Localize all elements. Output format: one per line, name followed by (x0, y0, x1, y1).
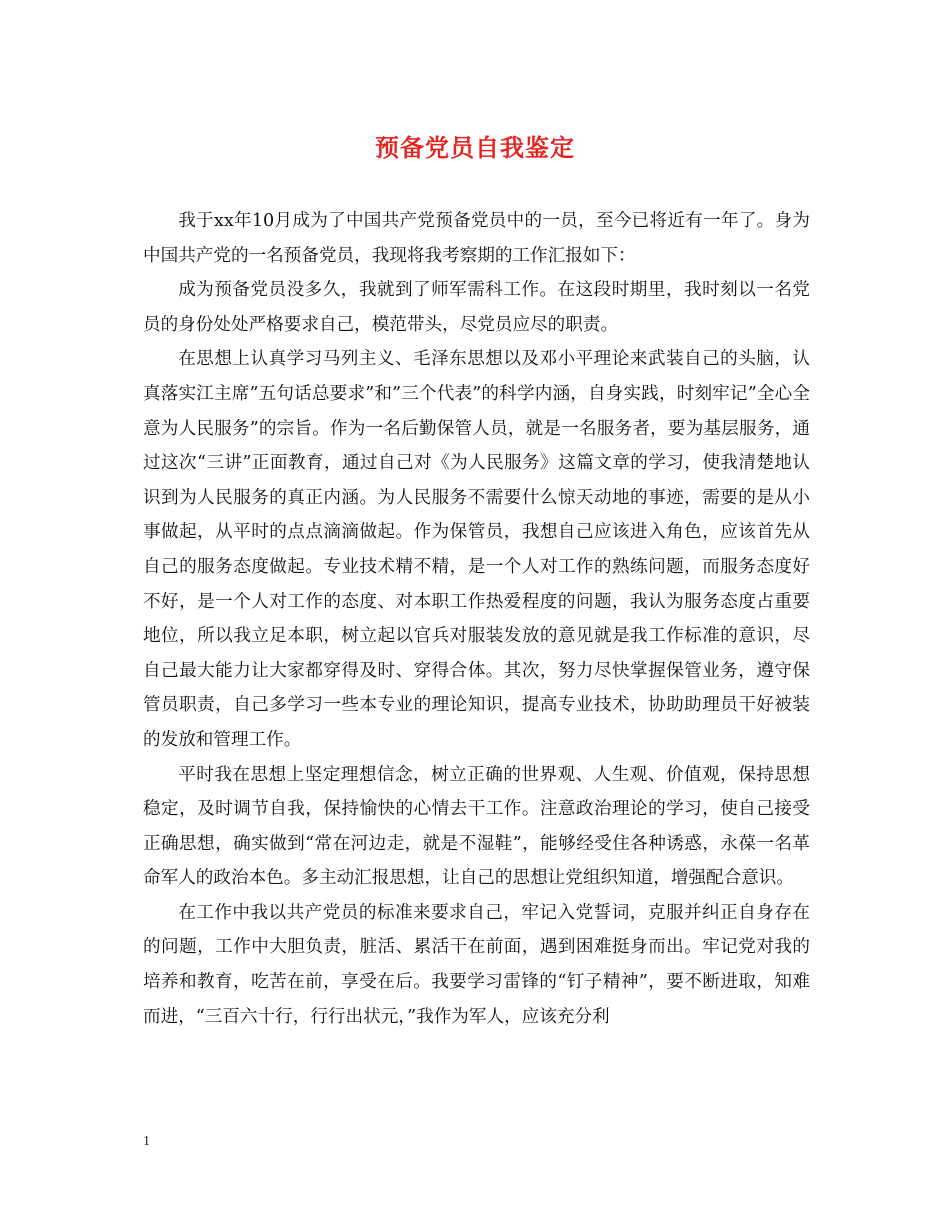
paragraph-4: 平时我在思想上坚定理想信念，树立正确的世界观、人生观、价值观，保持思想稳定，及时调节自我，保持愉快的心情去干工作。注意政治理论的学习，使自己接受正确思想，确实做到“常在河边走，就是不湿鞋”，能够经受住各种诱惑，永葆一名革命军人的政治本色。多主动汇报思想，让自己的思想让党组织知道，增强配合意识。 (143, 764, 810, 889)
document-body (143, 204, 810, 1034)
paragraph-5: 在工作中我以共产党员的标准来要求自己，牢记入党誓词，克服并纠正自身存在的问题，工作中大胆负责，脏活、累活干在前面，遇到困难挺身而出。牢记党对我的培养和教育，吃苦在前，享受在后。我要学习雷锋的“钉子精神”，要不断进取，知难而进，“三百六十行，行行出状元，”我作为军人，应该充分利 (143, 902, 810, 1027)
paragraph-3: 在思想上认真学习马列主义、毛泽东思想以及邓小平理论来武装自己的头脑，认真落实江主席”五句话总要求”和”三个代表”的科学内涵，自身实践，时刻牢记”全心全意为人民服务”的宗旨。作为一名后勤保管人员，就是一名服务者，要为基层服务，通过这次“三讲”正面教育，通过自己对《为人民服务》这篇文章的学习，使我清楚地认识到为人民服务的真正内涵。为人民服务不需要什么惊天动地的事迹，需要的是从小事做起，从平时的点点滴滴做起。作为保管员，我想自己应该进入角色，应该首先从自己的服务态度做起。专业技术精不精，是一个人对工作的熟练问题，而服务态度好不好，是一个人对工作的态度、对本职工作热爱程度的问题，我认为服务态度占重要地位，所以我立足本职，树立起以官兵对服装发放的意见就是我工作标准的意识，尽自己最大能力让大家都穿得及时、穿得合体。其次，努力尽快掌握保管业务，遵守保管员职责，自己多学习一些本专业的理论知识，提高专业技术，协助助理员干好被装的发放和管理工作。 (143, 349, 810, 750)
paragraph-1: 我于xx年10月成为了中国共产党预备党员中的一员，至今已将近有一年了。身为中国共产党的一名预备党员，我现将我考察期的工作汇报如下： (143, 211, 810, 266)
page-number: 1 (143, 1134, 150, 1149)
paragraph-2: 成为预备党员没多久，我就到了师军需科工作。在这段时期里，我时刻以一名党员的身份处处严格要求自己，模范带头，尽党员应尽的职责。 (143, 280, 810, 335)
document-title: 预备党员自我鉴定 (375, 133, 575, 162)
